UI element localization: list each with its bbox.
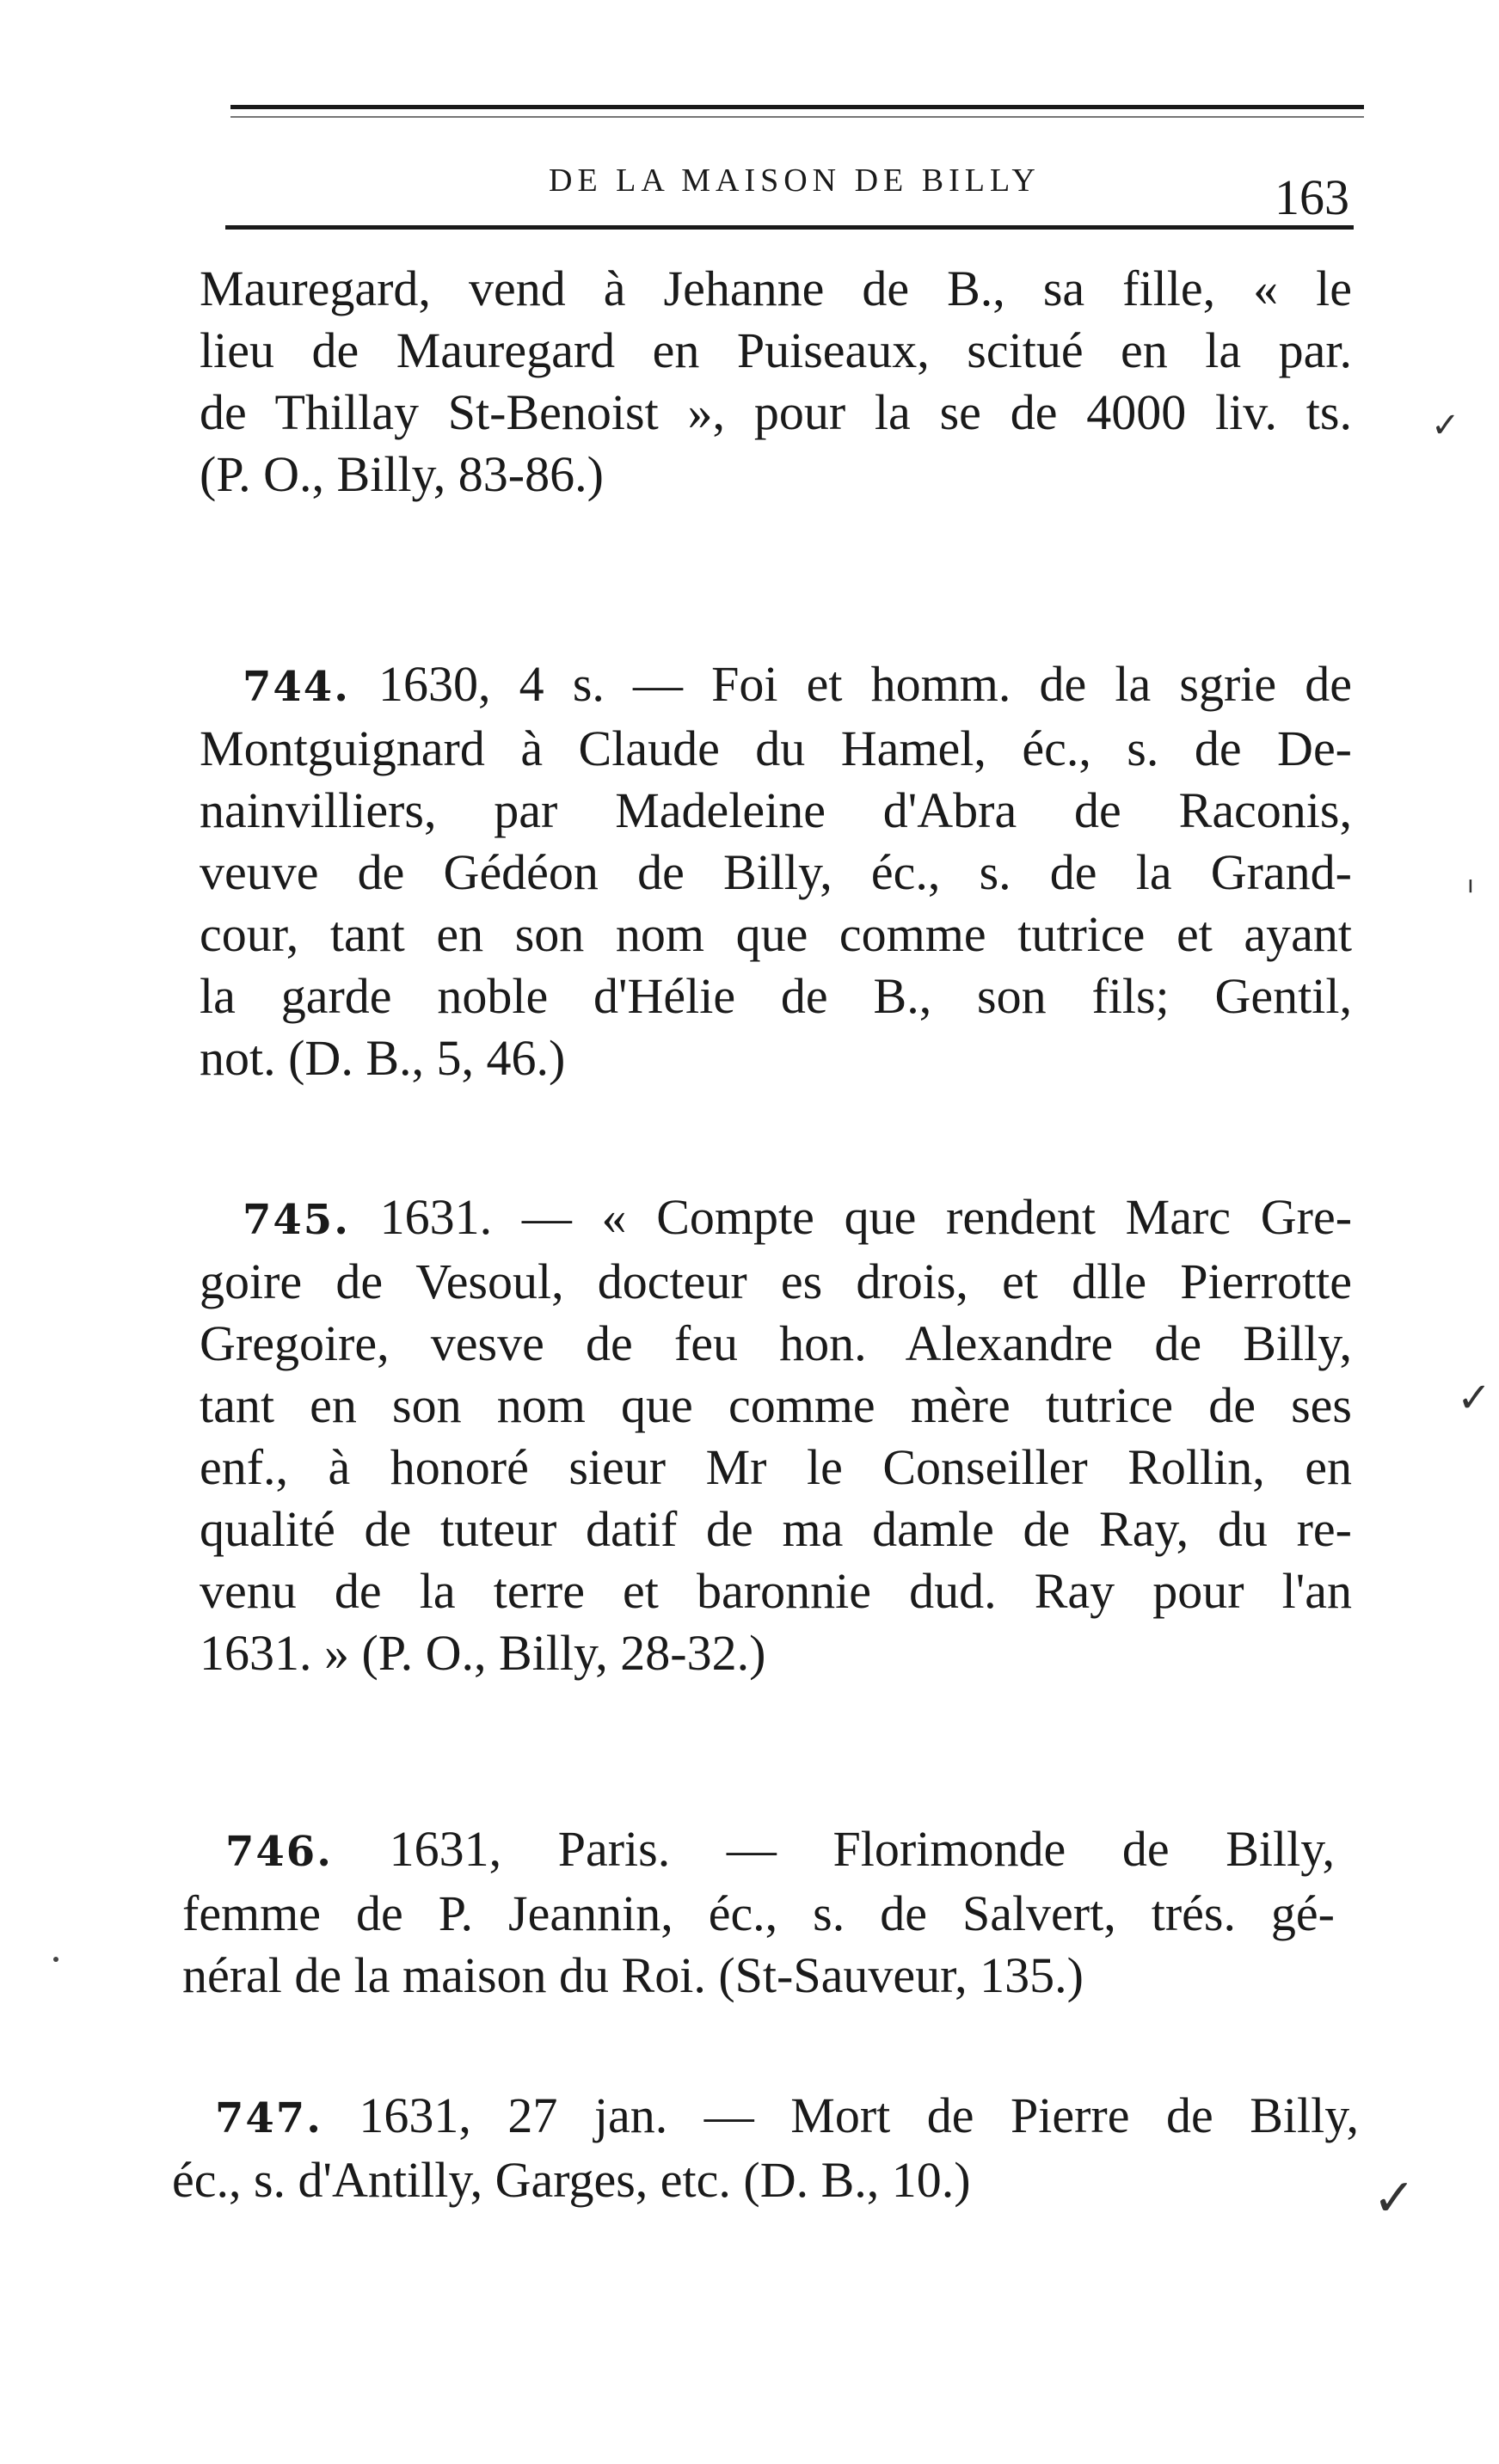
text-line: Gregoire, vesve de feu hon. Alexandre de Billy, [200,1315,1352,1371]
running-head: DE LA MAISON DE BILLY [549,162,1041,199]
text-line: venu de la terre et baronnie dud. Ray pour l'an [200,1563,1352,1619]
text-line: Montguignard à Claude du Hamel, éc., s. de De- [200,720,1352,776]
text-line: lieu de Mauregard en Puiseaux, scitué en la par. [200,322,1352,378]
entry-number: 744. [243,663,350,711]
text-line: Mauregard, vend à Jehanne de B., sa fille, « le [200,260,1352,316]
text-line: goire de Vesoul, docteur es drois, et dlle Pierrotte [200,1253,1352,1309]
text-line: éc., s. d'Antilly, Garges, etc. (D. B., 10.) [172,2152,971,2208]
text-line: enf., à honoré sieur Mr le Conseiller Rollin, en [200,1439,1352,1495]
text-line: qualité de tuteur datif de ma damle de Ray, du re- [200,1501,1352,1557]
top-double-rule [230,105,1364,109]
text-line: 1631. » (P. O., Billy, 28-32.) [200,1625,766,1681]
text-line: not. (D. B., 5, 46.) [200,1030,566,1086]
text-line: 1631, 27 jan. — Mort de Pierre de Billy, [359,2087,1359,2143]
page-number: 163 [1275,169,1349,225]
entry-745 [200,1186,1352,1684]
text-line: la garde noble d'Hélie de B., son fils; Gentil, [200,968,1352,1024]
ink-speck [53,1957,58,1962]
entry-746 [182,1818,1335,2007]
entry-number: 747. [215,2094,323,2142]
margin-tick-icon: ı [1467,870,1474,898]
top-double-rule-thin [230,116,1364,118]
text-line: nainvilliers, par Madeleine d'Abra de Raconis, [200,782,1352,838]
text-line: tant en son nom que comme mère tutrice de ses [200,1377,1352,1433]
text-line: (P. O., Billy, 83-86.) [200,446,604,502]
margin-check-icon: ✓ [1457,1374,1492,1422]
margin-check-icon: ✓ [1373,2168,1416,2228]
entry-747 [172,2085,1359,2211]
text-line: de Thillay St-Benoist », pour la se de 4000 liv. ts. [200,384,1352,440]
text-line: femme de P. Jeannin, éc., s. de Salvert, trés. gé- [182,1885,1335,1941]
text-line: 1631. — « Compte que rendent Marc Gre- [379,1189,1353,1245]
text-line: veuve de Gédéon de Billy, éc., s. de la Grand- [200,844,1352,900]
text-line: cour, tant en son nom que comme tutrice et ayant [200,906,1352,962]
header-underline-rule [225,225,1354,230]
text-line: 1631, Paris. — Florimonde de Billy, [389,1821,1335,1877]
continuation-paragraph [200,258,1352,506]
entry-number: 745. [243,1196,350,1244]
text-line: néral de la maison du Roi. (St-Sauveur, 135.) [182,1947,1084,2003]
margin-check-icon: ✓ [1431,406,1460,445]
entry-number: 746. [225,1828,333,1876]
text-line: 1630, 4 s. — Foi et homm. de la sgrie de [378,656,1352,712]
entry-744 [200,653,1352,1089]
